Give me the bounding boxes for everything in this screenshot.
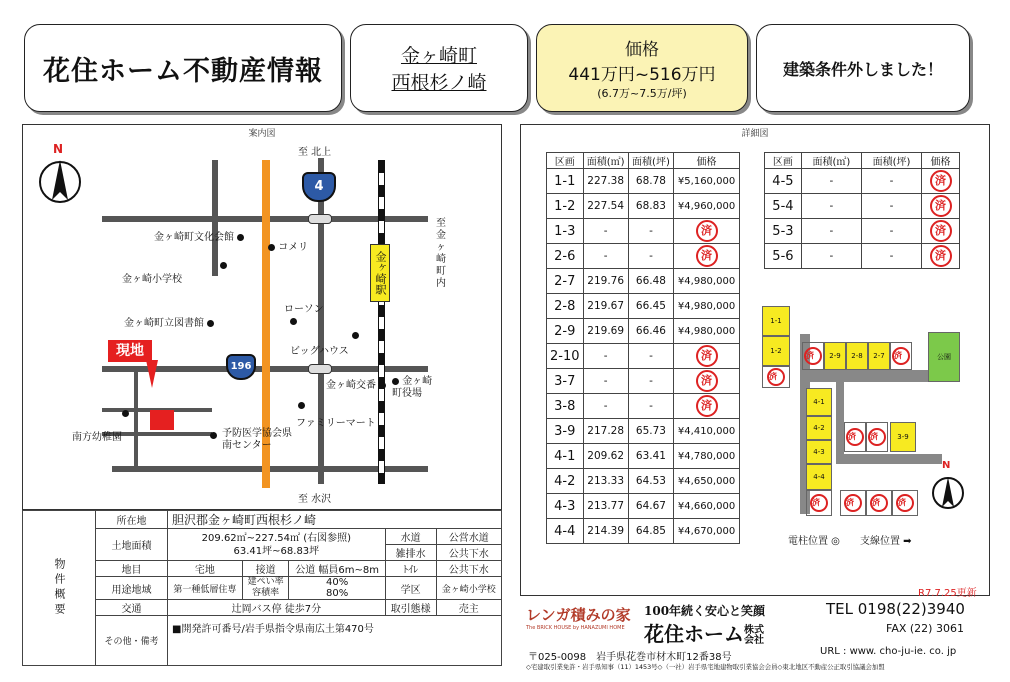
lot-price-table	[546, 152, 740, 544]
cell-price: ¥4,650,000	[674, 469, 740, 494]
company-footer	[520, 596, 990, 678]
table-row	[547, 369, 740, 394]
table-row	[547, 344, 740, 369]
cell-price	[674, 344, 740, 369]
cell-m2: 213.77	[583, 494, 628, 519]
plan-lot-4-4: 4-4	[806, 464, 832, 490]
road-key: 接道	[242, 561, 289, 577]
cell-lot: 4-5	[765, 169, 802, 194]
toilet-key: ﾄｲﾚ	[385, 561, 436, 577]
landmark-bunka: 金ヶ崎町文化会館	[154, 228, 244, 243]
landmark-koban: 金ヶ崎交番	[326, 376, 386, 391]
cell-price: ¥4,960,000	[674, 194, 740, 219]
toilet-value: 公共下水	[436, 561, 501, 577]
table-row	[547, 294, 740, 319]
landmark-lawson: ローソン	[284, 304, 324, 315]
north-arrow-icon: N	[38, 142, 82, 208]
plan-lot-4-3: 4-3	[806, 440, 832, 464]
cell-m2: 219.67	[583, 294, 628, 319]
cell-tsubo: -	[861, 244, 921, 269]
cell-price	[922, 244, 960, 269]
route-4-badge: 4	[302, 172, 336, 202]
fax: FAX (22) 3061	[886, 622, 964, 635]
plan-lot-2-7: 2-7	[868, 342, 890, 370]
cell-tsubo: 68.83	[628, 194, 673, 219]
water-value: 公営水道	[436, 529, 501, 545]
company-title: 花住ホーム不動産情報	[43, 55, 323, 87]
cell-price: ¥4,980,000	[674, 319, 740, 344]
cell-lot: 4-1	[547, 444, 584, 469]
table-row	[547, 494, 740, 519]
cell-lot: 2-10	[547, 344, 584, 369]
cell-price	[922, 169, 960, 194]
plan-lot-2-8: 2-8	[846, 342, 868, 370]
cell-tsubo: -	[628, 219, 673, 244]
cell-tsubo: -	[861, 194, 921, 219]
table-header: 区画	[547, 153, 584, 169]
landmark-familymart: ファミリーマート	[296, 418, 376, 429]
table-row	[547, 519, 740, 544]
cell-price	[674, 394, 740, 419]
cell-tsubo: -	[861, 169, 921, 194]
legend-pole: 電柱位置 ◎	[788, 536, 840, 547]
cell-lot: 4-4	[547, 519, 584, 544]
cell-m2: -	[583, 369, 628, 394]
table-row	[765, 244, 960, 269]
table-row	[547, 419, 740, 444]
cell-price: ¥4,410,000	[674, 419, 740, 444]
notice-box	[756, 24, 970, 112]
zone-value: 第一種低層住専	[168, 577, 243, 600]
table-header: 面積(坪)	[628, 153, 673, 169]
cell-price: ¥4,980,000	[674, 269, 740, 294]
location-line1: 金ヶ崎町	[400, 45, 477, 67]
cell-lot: 3-8	[547, 394, 584, 419]
cell-m2: -	[583, 219, 628, 244]
license-info: ◇宅建取引業免許・岩手県知事（11）1453号◇（一社）岩手県宅地建物取引業協会会員◇東北地区不動産公正取引協議会加盟	[526, 663, 885, 671]
price-box	[536, 24, 748, 112]
cell-tsubo: 64.67	[628, 494, 673, 519]
cell-m2: 227.38	[583, 169, 628, 194]
water-key: 水道	[385, 529, 436, 545]
cell-m2: -	[801, 194, 861, 219]
plan-lot-1-1: 1-1	[762, 306, 790, 336]
deal-value: 売主	[436, 600, 501, 616]
plan-lot-1-2: 1-2	[762, 336, 790, 366]
station-sign: 金ヶ崎駅	[370, 244, 390, 302]
location-box	[350, 24, 528, 112]
table-row	[547, 269, 740, 294]
table-row	[547, 469, 740, 494]
detail-caption: 詳細図	[741, 129, 769, 139]
location-key: 所在地	[96, 511, 168, 529]
sold-mark: 済	[930, 220, 952, 242]
cell-price	[674, 219, 740, 244]
table-row	[547, 319, 740, 344]
table-row	[547, 194, 740, 219]
plan-lot-3-9: 3-9	[890, 422, 916, 452]
deal-key: 取引態様	[385, 600, 436, 616]
cell-lot: 3-7	[547, 369, 584, 394]
other-key: その他・備考	[96, 616, 168, 666]
cell-tsubo: 66.48	[628, 269, 673, 294]
cell-price: ¥4,670,000	[674, 519, 740, 544]
cell-tsubo: -	[628, 369, 673, 394]
website-url[interactable]: URL : www. cho-ju-ie. co. jp	[820, 646, 957, 657]
sold-mark: 済	[696, 345, 718, 367]
cell-tsubo: 64.53	[628, 469, 673, 494]
landmark-komeri: コメリ	[268, 238, 308, 253]
location-value: 胆沢郡金ヶ崎町西根杉ノ崎	[168, 511, 502, 529]
map-caption: 案内図	[248, 129, 276, 139]
table-row	[547, 219, 740, 244]
ratio-values: 40% 80%	[289, 577, 385, 600]
cell-tsubo: -	[628, 344, 673, 369]
plan-park: 公園	[928, 332, 960, 382]
location-line2: 西根杉ノ崎	[391, 72, 487, 94]
cell-m2: -	[801, 219, 861, 244]
other-value: ■開発許可番号/岩手県指令県南広土第470号	[168, 616, 502, 666]
cell-lot: 3-9	[547, 419, 584, 444]
cell-lot: 1-1	[547, 169, 584, 194]
lot-price-table-2	[764, 152, 960, 269]
landmark-town-office: 金ヶ崎町役場	[392, 376, 433, 399]
landmark-library: 金ヶ崎町立図書館	[124, 314, 214, 329]
tel: TEL 0198(22)3940	[826, 600, 965, 618]
traffic-light-icon	[308, 214, 332, 224]
cell-tsubo: 65.73	[628, 419, 673, 444]
sold-mark: 済	[930, 195, 952, 217]
cell-tsubo: 66.45	[628, 294, 673, 319]
cell-lot: 2-7	[547, 269, 584, 294]
plan-lot-2-9: 2-9	[824, 342, 846, 370]
cell-m2: -	[583, 344, 628, 369]
cell-tsubo: -	[628, 394, 673, 419]
cell-m2: -	[801, 169, 861, 194]
cell-lot: 2-6	[547, 244, 584, 269]
route-196-badge: 196	[226, 354, 256, 380]
cell-m2: 219.76	[583, 269, 628, 294]
landmark-yobou: 予防医学協会県南センター	[222, 428, 292, 451]
cell-lot: 5-6	[765, 244, 802, 269]
cell-m2: -	[583, 394, 628, 419]
sold-mark: 済	[696, 395, 718, 417]
cell-tsubo: 63.41	[628, 444, 673, 469]
cell-price	[674, 369, 740, 394]
site-lot	[150, 410, 174, 430]
school-value: 金ヶ崎小学校	[436, 577, 501, 600]
table-row	[547, 444, 740, 469]
zone-key: 用途地域	[96, 577, 168, 600]
price-per-tsubo: (6.7万~7.5万/坪)	[597, 87, 687, 100]
cell-m2: 213.33	[583, 469, 628, 494]
cell-lot: 2-9	[547, 319, 584, 344]
plan-north-arrow-icon: N	[930, 462, 966, 512]
notice-text: 建築条件外しました！	[782, 59, 943, 79]
table-row	[765, 219, 960, 244]
landmark-big-house: ビッグハウス	[290, 346, 349, 357]
cell-price	[922, 194, 960, 219]
area-value: 209.62㎡~227.54㎡ (右図参照) 63.41坪~68.83坪	[168, 529, 386, 561]
company-title-box	[24, 24, 342, 112]
property-table	[22, 510, 502, 666]
cell-m2: 227.54	[583, 194, 628, 219]
plan-lot-4-2: 4-2	[806, 416, 832, 440]
chimoku-value: 宅地	[168, 561, 243, 577]
plan-lot-4-1: 4-1	[806, 388, 832, 416]
cell-m2: 209.62	[583, 444, 628, 469]
sold-mark: 済	[696, 245, 718, 267]
dir-east: 至金ヶ崎町内	[436, 218, 446, 289]
cell-m2: 219.69	[583, 319, 628, 344]
cell-lot: 5-4	[765, 194, 802, 219]
school-key: 学区	[385, 577, 436, 600]
cell-lot: 2-8	[547, 294, 584, 319]
sold-mark: 済	[696, 370, 718, 392]
sold-mark: 済	[696, 220, 718, 242]
drain-value: 公共下水	[436, 545, 501, 561]
road-value: 公道 幅員6m~8m	[289, 561, 385, 577]
traffic-light-icon	[308, 364, 332, 374]
drain-key: 雑排水	[385, 545, 436, 561]
site-marker: 現地	[108, 340, 152, 362]
cell-m2: -	[801, 244, 861, 269]
dir-north: 至 北上	[298, 147, 332, 158]
cell-tsubo: 68.78	[628, 169, 673, 194]
sold-mark: 済	[930, 170, 952, 192]
table-row	[547, 394, 740, 419]
ratio-keys: 建ぺい率 容積率	[242, 577, 289, 600]
cell-lot: 1-3	[547, 219, 584, 244]
company-name: 花住ホーム株式会社	[644, 622, 764, 646]
updated-date: R7.7.25更新	[918, 588, 977, 599]
address: 〒025-0098 岩手県花巻市材木町12番38号	[528, 652, 732, 663]
cell-price: ¥4,780,000	[674, 444, 740, 469]
landmark-elem-school: 金ヶ崎小学校	[122, 274, 182, 285]
cell-price: ¥4,980,000	[674, 294, 740, 319]
chimoku-key: 地目	[96, 561, 168, 577]
cell-tsubo: 66.46	[628, 319, 673, 344]
table-header: 価格	[922, 153, 960, 169]
legend-wire: 支線位置 ➡	[860, 536, 912, 547]
slogan: 100年続く安心と笑顔	[644, 604, 766, 618]
price-label: 価格	[625, 40, 659, 60]
sold-mark: 済	[930, 245, 952, 267]
cell-m2: -	[583, 244, 628, 269]
price-range: 441万円~516万円	[568, 65, 716, 85]
table-header: 価格	[674, 153, 740, 169]
table-header: 面積(坪)	[861, 153, 921, 169]
property-side-label: 物件概要	[23, 511, 96, 666]
cell-m2: 214.39	[583, 519, 628, 544]
table-row	[547, 244, 740, 269]
cell-lot: 4-2	[547, 469, 584, 494]
area-key: 土地面積	[96, 529, 168, 561]
traffic-key: 交通	[96, 600, 168, 616]
table-row	[765, 169, 960, 194]
cell-tsubo: -	[628, 244, 673, 269]
cell-price	[674, 244, 740, 269]
table-header: 区画	[765, 153, 802, 169]
cell-lot: 5-3	[765, 219, 802, 244]
dir-south: 至 水沢	[298, 494, 332, 505]
cell-tsubo: -	[861, 219, 921, 244]
cell-price	[922, 219, 960, 244]
table-header: 面積(㎡)	[801, 153, 861, 169]
brand-logo: レンガ積みの家 The BRICK HOUSE by HANAZUMI HOME	[526, 606, 631, 631]
cell-price: ¥4,660,000	[674, 494, 740, 519]
table-row	[765, 194, 960, 219]
table-header: 面積(㎡)	[583, 153, 628, 169]
traffic-value: 辻岡バス停 徒歩7分	[168, 600, 386, 616]
site-plan: 1-1 1-2 済 済 2-9 2-8 2-7 済 公園 4-1 4-2 4-3 4-4 済 済 3-9 済 済 済 済	[760, 304, 960, 524]
table-row	[547, 169, 740, 194]
cell-lot: 1-2	[547, 194, 584, 219]
cell-tsubo: 64.85	[628, 519, 673, 544]
cell-lot: 4-3	[547, 494, 584, 519]
cell-price: ¥5,160,000	[674, 169, 740, 194]
cell-m2: 217.28	[583, 419, 628, 444]
landmark-kindergarten: 南方幼稚園	[72, 432, 122, 443]
